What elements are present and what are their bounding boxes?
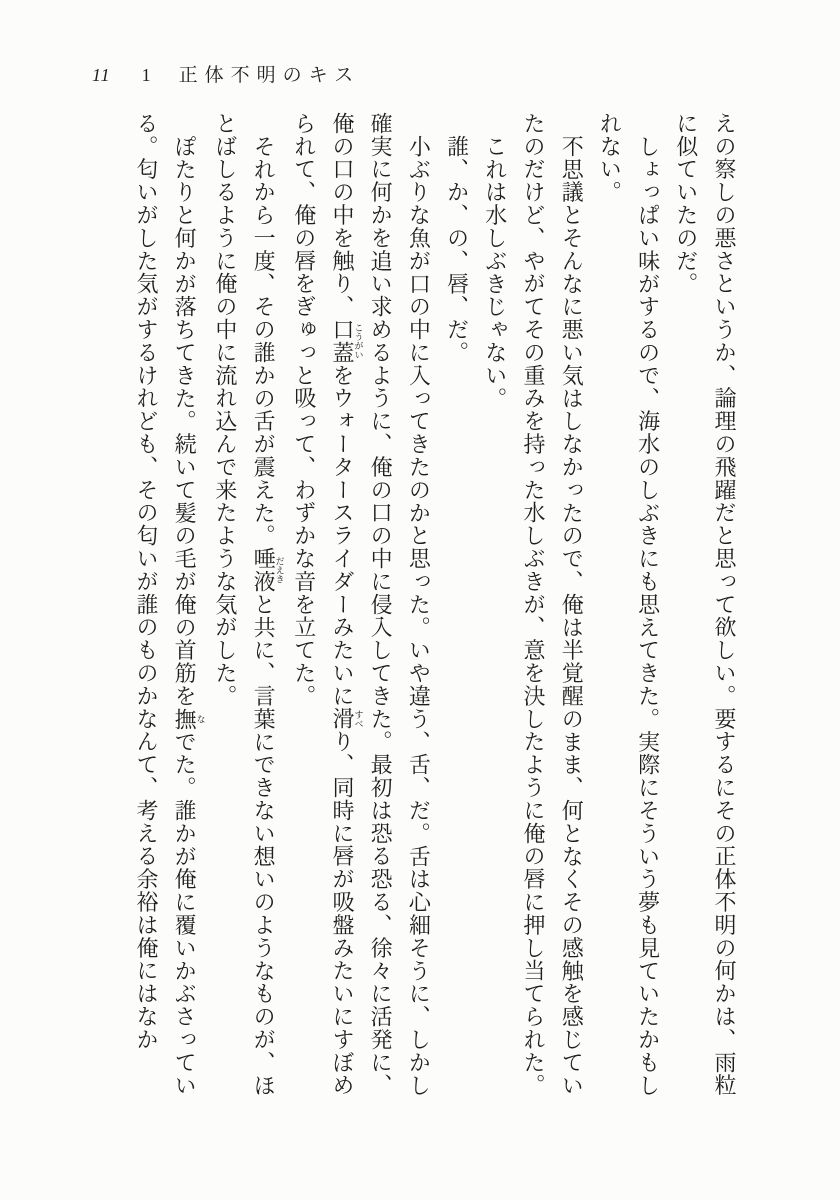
- paragraph-3: 不思議とそんなに悪い気はしなかったので、俺は半覚醒のまま、何となくその感触を感じていたのだけど、やがてその重みを持った水しぶきが、意を決したように俺の唇に押し当てられた。: [520, 112, 585, 1097]
- paragraph-5: 誰、か、の、唇、だ。: [444, 135, 470, 364]
- paragraph-1: えの察しの悪さというか、論理の飛躍だと思って欲しい。要するにその正体不明の何かは、雨粒に似ていたのだ。: [673, 112, 737, 1097]
- text-body: [91, 112, 743, 1098]
- ruby-annotated-word: 撫な: [172, 707, 206, 731]
- ruby-annotated-word: 口蓋こうがい: [329, 318, 364, 364]
- page-number: 11: [92, 65, 111, 85]
- chapter-number: 1: [141, 65, 151, 85]
- paragraph-4: これは水しぶきじゃない。: [482, 135, 508, 410]
- paragraph-6: 小ぶりな魚が口の中に入ってきたのかと思った。いや違う、舌、だ。舌は心細そうに、しかし確実に何かを追い求めるように、俺の口の中に侵入してきた。最初は恐る恐る、徐々に活発に、俺の口の中を触り、口蓋こうがいをウォータースライダーみたいに滑すべり、同時に唇が吸盤みたいにすぼめられて、俺の唇をぎゅっと吸って、わずかな音を立てた。: [291, 112, 432, 1097]
- chapter-title: 正体不明のキス: [178, 65, 361, 86]
- running-head: [92, 60, 360, 87]
- paragraph-8: ぽたりと何かが落ちてきた。続いて髪の毛が俺の首筋を撫なでた。誰かが俺に覆いかぶさっている。匂いがした気がするけれども、その匂いが誰のものかなんて、考える余裕は俺にはなか: [133, 112, 206, 1097]
- ruby-annotated-word: 滑すべ: [329, 707, 364, 731]
- paragraph-7: それから一度、その誰かの舌が震えた。唾液だえきと共に、言葉にできない想いのようなものが、ほとばしるように俺の中に流れ込んで来たような気がした。: [212, 112, 285, 1097]
- ruby-annotated-word: 唾液だえき: [251, 547, 285, 594]
- paragraph-2: しょっぱい味がするので、海水のしぶきにも思えてきた。実際にそういう夢も見ていたかもしれない。: [597, 112, 661, 1097]
